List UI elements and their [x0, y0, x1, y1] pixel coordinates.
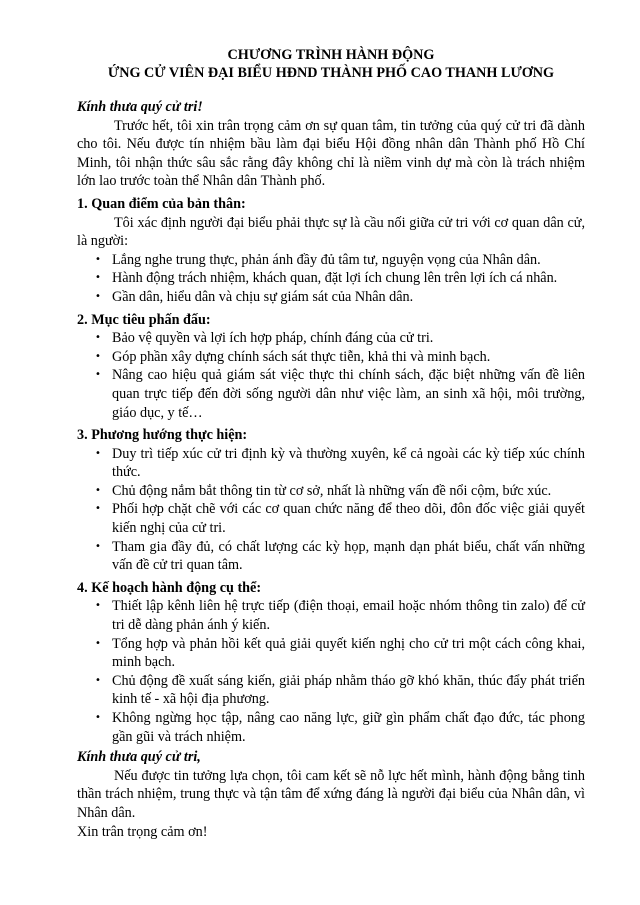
list-item: [77, 672, 585, 709]
list-item-text: Nâng cao hiệu quả giám sát việc thực thi chính sách, đặc biệt những vấn đề liên quan trực tiếp đến đời sống người dân như việc làm, an sinh xã hội, môi trường, giáo dục, y tế…: [112, 367, 585, 421]
list-item: [77, 348, 585, 367]
list-item: [77, 482, 585, 501]
list-item-text: Tham gia đầy đủ, có chất lượng các kỳ họp, mạnh dạn phát biểu, chất vấn những vấn đề cử tri quan tâm.: [112, 538, 585, 574]
bullet-icon: •: [95, 674, 101, 686]
list-item-text: Phối hợp chặt chẽ với các cơ quan chức năng để theo dõi, đôn đốc việc giải quyết kiến nghị của cử tri.: [112, 501, 585, 537]
intro-paragraph: Trước hết, tôi xin trân trọng cảm ơn sự quan tâm, tin tưởng của quý cử tri đã dành cho tôi. Nếu được tín nhiệm bầu làm đại biểu Hội đồng nhân dân Thành phố Hồ Chí Minh, tôi nhận thức sâu sắc rằng đây không chỉ là niềm vinh dự mà còn là trách nhiệm lớn lao trước toàn thể Nhân dân Thành phố.: [77, 117, 585, 190]
list-item: [77, 538, 585, 575]
section-heading-2: 2. Mục tiêu phấn đấu:: [77, 311, 211, 328]
list-item-text: Bảo vệ quyền và lợi ích hợp pháp, chính đáng của cử tri.: [112, 330, 434, 347]
section-heading-4: 4. Kế hoạch hành động cụ thể:: [77, 579, 262, 596]
list-item-text: Chủ động nắm bắt thông tin từ cơ sở, nhất là những vấn đề nổi cộm, bức xúc.: [112, 482, 552, 499]
bullet-icon: •: [95, 253, 101, 265]
list-item: [77, 329, 585, 348]
list-item: [77, 500, 585, 537]
thanks-line: Xin trân trọng cảm ơn!: [77, 823, 208, 840]
bullet-icon: •: [95, 637, 101, 649]
list-item-text: Góp phần xây dựng chính sách sát thực tiễn, khả thi và minh bạch.: [112, 348, 491, 365]
bullet-icon: •: [95, 484, 101, 496]
list-item-text: Tổng hợp và phản hồi kết quả giải quyết kiến nghị cho cử tri một cách công khai, minh bạch.: [112, 635, 585, 671]
list-item-text: Thiết lập kênh liên hệ trực tiếp (điện thoại, email hoặc nhóm thông tin zalo) để cử tri dễ dàng phản ánh ý kiến.: [112, 598, 585, 634]
list-item-text: Hành động trách nhiệm, khách quan, đặt lợi ích chung lên trên lợi ích cá nhân.: [112, 270, 558, 287]
bullet-icon: •: [95, 712, 101, 723]
list-item-text: Gần dân, hiểu dân và chịu sự giám sát của Nhân dân.: [112, 288, 414, 305]
bullet-icon: •: [95, 332, 101, 344]
list-item: [77, 366, 585, 422]
list-item-text: Không ngừng học tập, nâng cao năng lực, giữ gìn phẩm chất đạo đức, tác phong gần gũi và trách nhiệm.: [112, 710, 585, 745]
bullet-icon: •: [95, 503, 101, 515]
section-1-paragraph: Tôi xác định người đại biểu phải thực sự là cầu nối giữa cử tri với cơ quan dân cử, là người:: [77, 214, 585, 250]
list-item: [77, 251, 585, 270]
document-body: [77, 46, 585, 841]
section-3-list: [77, 445, 585, 575]
list-item: [77, 269, 585, 288]
list-item: [77, 635, 585, 672]
section-heading-1: 1. Quan điểm của bản thân:: [77, 195, 246, 212]
section-heading-3: 3. Phương hướng thực hiện:: [77, 427, 248, 444]
list-item: [77, 597, 585, 634]
list-item: [77, 288, 585, 307]
bullet-icon: •: [95, 369, 101, 381]
section-2-list: [77, 329, 585, 422]
list-item-text: Chủ động đề xuất sáng kiến, giải pháp nhằm tháo gỡ khó khăn, thúc đẩy phát triển kinh tế - xã hội địa phương.: [112, 672, 585, 708]
bullet-icon: •: [95, 540, 101, 552]
section-4-list: [77, 597, 585, 746]
opening-greeting: Kính thưa quý cử tri!: [77, 99, 203, 115]
title-line-1: CHƯƠNG TRÌNH HÀNH ĐỘNG: [227, 47, 435, 63]
section-1-list: [77, 251, 585, 307]
closing-paragraph: Nếu được tin tưởng lựa chọn, tôi cam kết sẽ nỗ lực hết mình, hành động bằng tinh thần trách nhiệm, trung thực và tận tâm để xứng đáng là người đại biểu của Nhân dân, vì Nhân dân.: [77, 767, 585, 821]
list-item-text: Lắng nghe trung thực, phản ánh đầy đủ tâm tư, nguyện vọng của Nhân dân.: [112, 251, 541, 268]
list-item-text: Duy trì tiếp xúc cử tri định kỳ và thường xuyên, kể cả ngoài các kỳ tiếp xúc chính thức.: [112, 445, 585, 481]
bullet-icon: •: [95, 350, 101, 362]
list-item: [77, 709, 585, 746]
bullet-icon: •: [95, 447, 101, 459]
bullet-icon: •: [95, 272, 101, 284]
bullet-icon: •: [95, 600, 101, 612]
closing-greeting: Kính thưa quý cử tri,: [77, 749, 201, 766]
title-block: [77, 46, 585, 82]
title-line-2: ỨNG CỬ VIÊN ĐẠI BIỂU HĐND THÀNH PHỐ CAO THANH LƯƠNG: [107, 65, 555, 81]
bullet-icon: •: [95, 290, 101, 302]
list-item: [77, 445, 585, 482]
